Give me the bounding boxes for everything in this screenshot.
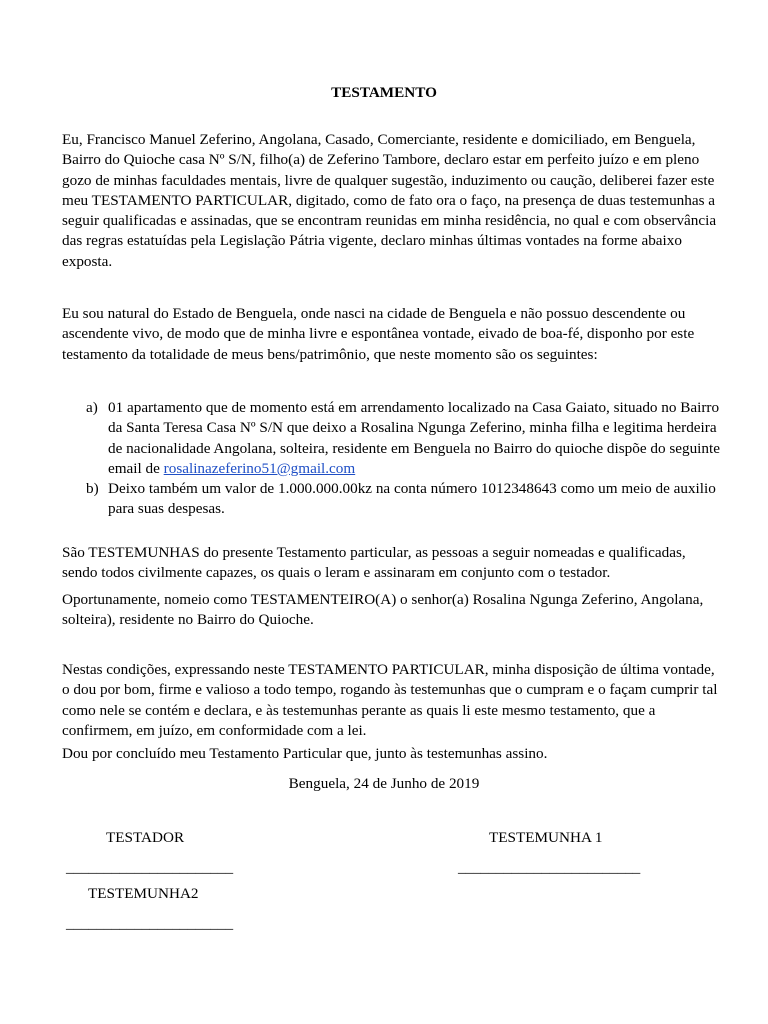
paragraph-executor: Oportunamente, nomeio como TESTAMENTEIRO(A) o senhor(a) Rosalina Ngunga Zeferino, Angolana, solteira), residente no Bairro do Quioche.	[62, 591, 704, 629]
email-link[interactable]: rosalinazeferino51@gmail.com	[163, 459, 356, 477]
list-item-text: Deixo também um valor de 1.000.000.00kz na conta número 1012348643 como um meio de auxilio para suas despesas.	[108, 480, 716, 518]
testemunha2-signature-line: ______________________	[66, 915, 234, 932]
list-item-text: 01 apartamento que de momento está em arrendamento localizado na Casa Gaiato, situado no Bairro da Santa Teresa Casa Nº S/N que deixo a Rosalina Ngunga Zeferino, minha filha e legitima herdeira de nacionalidade Angolana, solteira, residente em Benguela no Bairro do quioche dispõe do seguinte email de	[108, 399, 720, 477]
date-line: Benguela, 24 de Junho de 2019	[288, 775, 480, 792]
paragraph-assets-intro: Eu sou natural do Estado de Benguela, onde nasci na cidade de Benguela e não possuo descendente ou ascendente vivo, de modo que de minha livre e espontânea vontade, eivado de boa-fé, disponho por este testamento da totalidade de meus bens/patrimônio, que neste momento são os seguintes:	[62, 305, 695, 363]
paragraph-witnesses: São TESTEMUNHAS do presente Testamento particular, as pessoas a seguir nomeadas e qualificadas, sendo todos civilmente capazes, os quais o leram e assinaram em conjunto com o testador.	[62, 544, 686, 582]
testador-label: TESTADOR	[106, 829, 185, 846]
paragraph-declaration: Eu, Francisco Manuel Zeferino, Angolana, Casado, Comerciante, residente e domiciliado, em Benguela, Bairro do Quioche casa Nº S/N, filho(a) de Zeferino Tambore, declaro estar em perfeito juízo e em pleno gozo de minhas faculdades mentais, livre de qualquer sugestão, induzimento ou caução, deliberei fazer este meu TESTAMENTO PARTICULAR, digitado, como de fato ora o faço, na presença de duas testemunhas a seguir qualificadas e assinadas, que se encontram reunidas em minha residência, no qual e com observância das regras estatuídas pela Legislação Pátria vigente, declaro minhas últimas vontades na forme abaixo exposta.	[62, 131, 717, 270]
paragraph-conditions: Nestas condições, expressando neste TESTAMENTO PARTICULAR, minha disposição de última vontade, o dou por bom, firme e valioso a todo tempo, rogando às testemunhas que o cumpram e o façam cumprir tal como nele se contém e declara, e às testemunhas perante as quais li este mesmo testamento, que a confirmem, em juízo, em conformidade com a lei.	[62, 661, 718, 739]
testemunha1-label: TESTEMUNHA 1	[489, 829, 603, 846]
list-marker: b)	[86, 480, 99, 498]
testador-signature-line: ______________________	[66, 859, 234, 876]
list-marker: a)	[86, 399, 98, 416]
assets-list	[62, 398, 722, 520]
testemunha2-label: TESTEMUNHA2	[88, 885, 199, 902]
testemunha1-signature-line: ________________________	[458, 859, 641, 876]
list-item	[62, 398, 722, 479]
list-item	[62, 479, 722, 520]
document-title: TESTAMENTO	[331, 84, 437, 101]
paragraph-conclusion: Dou por concluído meu Testamento Particular que, junto às testemunhas assino.	[62, 745, 548, 762]
